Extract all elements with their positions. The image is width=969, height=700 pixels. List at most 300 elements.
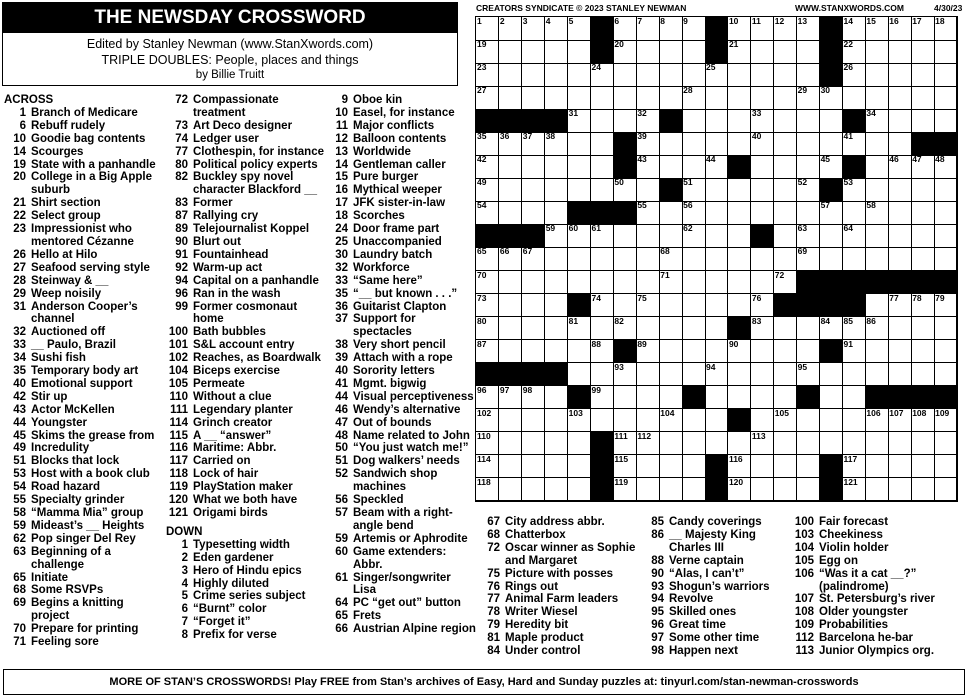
grid-cell[interactable]	[636, 317, 659, 341]
grid-cell[interactable]	[705, 340, 728, 364]
grid-cell[interactable]	[568, 455, 591, 479]
grid-cell[interactable]	[499, 247, 522, 271]
grid-cell[interactable]	[842, 40, 865, 64]
grid-cell[interactable]	[705, 109, 728, 133]
grid-cell[interactable]	[751, 201, 774, 225]
grid-cell[interactable]	[636, 63, 659, 87]
grid-cell[interactable]	[613, 363, 636, 387]
grid-cell[interactable]	[865, 317, 888, 341]
grid-cell[interactable]	[888, 455, 911, 479]
grid-cell[interactable]	[636, 109, 659, 133]
grid-cell[interactable]	[682, 17, 705, 41]
grid-cell[interactable]	[797, 40, 820, 64]
grid-cell[interactable]	[499, 409, 522, 433]
grid-cell[interactable]	[728, 247, 751, 271]
grid-cell[interactable]	[545, 247, 568, 271]
grid-cell[interactable]	[842, 17, 865, 41]
grid-cell[interactable]	[774, 155, 797, 179]
grid-cell[interactable]	[865, 432, 888, 456]
grid-cell[interactable]	[591, 294, 614, 318]
grid-cell[interactable]	[842, 317, 865, 341]
grid-cell[interactable]	[476, 294, 499, 318]
grid-cell[interactable]	[705, 247, 728, 271]
grid-cell[interactable]	[751, 40, 774, 64]
grid-cell[interactable]	[911, 178, 934, 202]
grid-cell[interactable]	[591, 109, 614, 133]
grid-cell[interactable]	[911, 294, 934, 318]
grid-cell[interactable]	[568, 63, 591, 87]
grid-cell[interactable]	[591, 155, 614, 179]
grid-cell[interactable]	[499, 432, 522, 456]
grid-cell[interactable]	[682, 86, 705, 110]
grid-cell[interactable]	[568, 155, 591, 179]
grid-cell[interactable]	[682, 178, 705, 202]
grid-cell[interactable]	[545, 86, 568, 110]
grid-cell[interactable]	[545, 132, 568, 156]
grid-cell[interactable]	[865, 86, 888, 110]
grid-cell[interactable]	[476, 178, 499, 202]
grid-cell[interactable]	[820, 109, 843, 133]
grid-cell[interactable]	[476, 155, 499, 179]
grid-cell[interactable]	[636, 247, 659, 271]
grid-cell[interactable]	[934, 40, 957, 64]
grid-cell[interactable]	[591, 86, 614, 110]
grid-cell[interactable]	[682, 132, 705, 156]
grid-cell[interactable]	[820, 155, 843, 179]
grid-cell[interactable]	[934, 340, 957, 364]
grid-cell[interactable]	[476, 40, 499, 64]
grid-cell[interactable]	[911, 86, 934, 110]
grid-cell[interactable]	[682, 247, 705, 271]
grid-cell[interactable]	[522, 86, 545, 110]
grid-cell[interactable]	[865, 455, 888, 479]
grid-cell[interactable]	[636, 224, 659, 248]
grid-cell[interactable]	[934, 294, 957, 318]
grid-cell[interactable]	[797, 247, 820, 271]
grid-cell[interactable]	[751, 340, 774, 364]
grid-cell[interactable]	[797, 455, 820, 479]
grid-cell[interactable]	[728, 17, 751, 41]
grid-cell[interactable]	[522, 432, 545, 456]
grid-cell[interactable]	[705, 271, 728, 295]
grid-cell[interactable]	[774, 17, 797, 41]
grid-cell[interactable]	[751, 17, 774, 41]
grid-cell[interactable]	[682, 455, 705, 479]
grid-cell[interactable]	[522, 40, 545, 64]
grid-cell[interactable]	[568, 317, 591, 341]
grid-cell[interactable]	[842, 178, 865, 202]
grid-cell[interactable]	[728, 63, 751, 87]
grid-cell[interactable]	[774, 247, 797, 271]
grid-cell[interactable]	[751, 132, 774, 156]
grid-cell[interactable]	[568, 17, 591, 41]
grid-cell[interactable]	[613, 432, 636, 456]
grid-cell[interactable]	[682, 224, 705, 248]
grid-cell[interactable]	[613, 40, 636, 64]
grid-cell[interactable]	[568, 340, 591, 364]
grid-cell[interactable]	[659, 155, 682, 179]
grid-cell[interactable]	[774, 271, 797, 295]
grid-cell[interactable]	[613, 271, 636, 295]
grid-cell[interactable]	[476, 432, 499, 456]
grid-cell[interactable]	[591, 247, 614, 271]
grid-cell[interactable]	[545, 178, 568, 202]
grid-cell[interactable]	[659, 386, 682, 410]
grid-cell[interactable]	[636, 294, 659, 318]
grid-cell[interactable]	[659, 478, 682, 502]
grid-cell[interactable]	[591, 132, 614, 156]
grid-cell[interactable]	[591, 363, 614, 387]
grid-cell[interactable]	[499, 317, 522, 341]
grid-cell[interactable]	[774, 178, 797, 202]
grid-cell[interactable]	[682, 409, 705, 433]
grid-cell[interactable]	[842, 478, 865, 502]
grid-cell[interactable]	[659, 409, 682, 433]
grid-cell[interactable]	[682, 340, 705, 364]
grid-cell[interactable]	[728, 224, 751, 248]
grid-cell[interactable]	[591, 409, 614, 433]
grid-cell[interactable]	[522, 132, 545, 156]
grid-cell[interactable]	[682, 63, 705, 87]
grid-cell[interactable]	[476, 132, 499, 156]
grid-cell[interactable]	[476, 201, 499, 225]
grid-cell[interactable]	[728, 386, 751, 410]
grid-cell[interactable]	[865, 201, 888, 225]
grid-cell[interactable]	[751, 294, 774, 318]
grid-cell[interactable]	[682, 109, 705, 133]
grid-cell[interactable]	[522, 247, 545, 271]
grid-cell[interactable]	[865, 224, 888, 248]
grid-cell[interactable]	[568, 178, 591, 202]
grid-cell[interactable]	[522, 478, 545, 502]
grid-cell[interactable]	[613, 178, 636, 202]
grid-cell[interactable]	[842, 455, 865, 479]
grid-cell[interactable]	[568, 224, 591, 248]
grid-cell[interactable]	[591, 63, 614, 87]
grid-cell[interactable]	[659, 201, 682, 225]
grid-cell[interactable]	[591, 178, 614, 202]
grid-cell[interactable]	[705, 86, 728, 110]
grid-cell[interactable]	[888, 224, 911, 248]
grid-cell[interactable]	[682, 155, 705, 179]
grid-cell[interactable]	[613, 317, 636, 341]
grid-cell[interactable]	[820, 386, 843, 410]
grid-cell[interactable]	[842, 363, 865, 387]
grid-cell[interactable]	[820, 201, 843, 225]
grid-cell[interactable]	[636, 201, 659, 225]
grid-cell[interactable]	[774, 386, 797, 410]
grid-cell[interactable]	[636, 17, 659, 41]
grid-cell[interactable]	[911, 363, 934, 387]
grid-cell[interactable]	[545, 455, 568, 479]
grid-cell[interactable]	[545, 386, 568, 410]
grid-cell[interactable]	[728, 178, 751, 202]
grid-cell[interactable]	[934, 455, 957, 479]
grid-cell[interactable]	[499, 155, 522, 179]
grid-cell[interactable]	[659, 294, 682, 318]
grid-cell[interactable]	[728, 294, 751, 318]
grid-cell[interactable]	[568, 409, 591, 433]
grid-cell[interactable]	[522, 340, 545, 364]
grid-cell[interactable]	[888, 317, 911, 341]
grid-cell[interactable]	[911, 317, 934, 341]
grid-cell[interactable]	[820, 432, 843, 456]
grid-cell[interactable]	[476, 340, 499, 364]
grid-cell[interactable]	[911, 409, 934, 433]
grid-cell[interactable]	[636, 478, 659, 502]
grid-cell[interactable]	[865, 247, 888, 271]
grid-cell[interactable]	[545, 155, 568, 179]
grid-cell[interactable]	[636, 455, 659, 479]
grid-cell[interactable]	[682, 294, 705, 318]
grid-cell[interactable]	[728, 40, 751, 64]
grid-cell[interactable]	[728, 201, 751, 225]
grid-cell[interactable]	[499, 294, 522, 318]
grid-cell[interactable]	[705, 317, 728, 341]
grid-cell[interactable]	[774, 40, 797, 64]
grid-cell[interactable]	[499, 340, 522, 364]
grid-cell[interactable]	[499, 178, 522, 202]
grid-cell[interactable]	[774, 224, 797, 248]
grid-cell[interactable]	[842, 224, 865, 248]
grid-cell[interactable]	[934, 247, 957, 271]
grid-cell[interactable]	[797, 432, 820, 456]
grid-cell[interactable]	[911, 63, 934, 87]
grid-cell[interactable]	[728, 340, 751, 364]
grid-cell[interactable]	[568, 363, 591, 387]
grid-cell[interactable]	[751, 386, 774, 410]
grid-cell[interactable]	[591, 317, 614, 341]
grid-cell[interactable]	[797, 155, 820, 179]
grid-cell[interactable]	[682, 363, 705, 387]
grid-cell[interactable]	[865, 178, 888, 202]
grid-cell[interactable]	[911, 478, 934, 502]
grid-cell[interactable]	[568, 86, 591, 110]
grid-cell[interactable]	[911, 432, 934, 456]
grid-cell[interactable]	[659, 17, 682, 41]
grid-cell[interactable]	[522, 294, 545, 318]
grid-cell[interactable]	[705, 132, 728, 156]
grid-cell[interactable]	[934, 17, 957, 41]
grid-cell[interactable]	[888, 17, 911, 41]
grid-cell[interactable]	[591, 271, 614, 295]
grid-cell[interactable]	[499, 40, 522, 64]
grid-cell[interactable]	[888, 40, 911, 64]
grid-cell[interactable]	[522, 63, 545, 87]
grid-cell[interactable]	[659, 432, 682, 456]
grid-cell[interactable]	[774, 340, 797, 364]
grid-cell[interactable]	[659, 271, 682, 295]
grid-cell[interactable]	[682, 478, 705, 502]
grid-cell[interactable]	[728, 109, 751, 133]
grid-cell[interactable]	[705, 432, 728, 456]
grid-cell[interactable]	[591, 386, 614, 410]
grid-cell[interactable]	[636, 271, 659, 295]
grid-cell[interactable]	[911, 17, 934, 41]
grid-cell[interactable]	[934, 363, 957, 387]
grid-cell[interactable]	[728, 86, 751, 110]
grid-cell[interactable]	[751, 271, 774, 295]
grid-cell[interactable]	[613, 86, 636, 110]
grid-cell[interactable]	[774, 132, 797, 156]
grid-cell[interactable]	[888, 478, 911, 502]
grid-cell[interactable]	[568, 271, 591, 295]
grid-cell[interactable]	[797, 201, 820, 225]
grid-cell[interactable]	[728, 363, 751, 387]
grid-cell[interactable]	[545, 317, 568, 341]
grid-cell[interactable]	[774, 317, 797, 341]
grid-cell[interactable]	[499, 132, 522, 156]
grid-cell[interactable]	[522, 155, 545, 179]
grid-cell[interactable]	[568, 109, 591, 133]
grid-cell[interactable]	[705, 178, 728, 202]
grid-cell[interactable]	[797, 478, 820, 502]
grid-cell[interactable]	[728, 478, 751, 502]
grid-cell[interactable]	[842, 63, 865, 87]
grid-cell[interactable]	[797, 109, 820, 133]
grid-cell[interactable]	[797, 132, 820, 156]
grid-cell[interactable]	[476, 86, 499, 110]
grid-cell[interactable]	[888, 201, 911, 225]
grid-cell[interactable]	[751, 178, 774, 202]
grid-cell[interactable]	[705, 224, 728, 248]
grid-cell[interactable]	[888, 247, 911, 271]
grid-cell[interactable]	[705, 201, 728, 225]
grid-cell[interactable]	[705, 409, 728, 433]
grid-cell[interactable]	[888, 178, 911, 202]
grid-cell[interactable]	[865, 478, 888, 502]
grid-cell[interactable]	[820, 224, 843, 248]
grid-cell[interactable]	[636, 86, 659, 110]
grid-cell[interactable]	[751, 455, 774, 479]
grid-cell[interactable]	[865, 132, 888, 156]
grid-cell[interactable]	[568, 132, 591, 156]
grid-cell[interactable]	[659, 317, 682, 341]
grid-cell[interactable]	[751, 155, 774, 179]
grid-cell[interactable]	[911, 340, 934, 364]
grid-cell[interactable]	[659, 363, 682, 387]
grid-cell[interactable]	[934, 155, 957, 179]
grid-cell[interactable]	[522, 17, 545, 41]
grid-cell[interactable]	[842, 409, 865, 433]
grid-cell[interactable]	[705, 386, 728, 410]
grid-cell[interactable]	[705, 155, 728, 179]
grid-cell[interactable]	[636, 386, 659, 410]
grid-cell[interactable]	[476, 271, 499, 295]
grid-cell[interactable]	[934, 109, 957, 133]
grid-cell[interactable]	[636, 432, 659, 456]
grid-cell[interactable]	[751, 317, 774, 341]
grid-cell[interactable]	[499, 386, 522, 410]
grid-cell[interactable]	[842, 432, 865, 456]
grid-cell[interactable]	[522, 271, 545, 295]
grid-cell[interactable]	[934, 432, 957, 456]
grid-cell[interactable]	[568, 478, 591, 502]
grid-cell[interactable]	[934, 409, 957, 433]
grid-cell[interactable]	[820, 409, 843, 433]
grid-cell[interactable]	[476, 386, 499, 410]
grid-cell[interactable]	[728, 132, 751, 156]
grid-cell[interactable]	[774, 432, 797, 456]
grid-cell[interactable]	[522, 178, 545, 202]
grid-cell[interactable]	[499, 455, 522, 479]
grid-cell[interactable]	[911, 109, 934, 133]
grid-cell[interactable]	[568, 247, 591, 271]
grid-cell[interactable]	[751, 247, 774, 271]
grid-cell[interactable]	[774, 109, 797, 133]
grid-cell[interactable]	[613, 478, 636, 502]
grid-cell[interactable]	[774, 86, 797, 110]
grid-cell[interactable]	[476, 455, 499, 479]
grid-cell[interactable]	[636, 178, 659, 202]
grid-cell[interactable]	[613, 386, 636, 410]
grid-cell[interactable]	[728, 455, 751, 479]
grid-cell[interactable]	[797, 178, 820, 202]
grid-cell[interactable]	[522, 201, 545, 225]
grid-cell[interactable]	[751, 109, 774, 133]
grid-cell[interactable]	[797, 63, 820, 87]
grid-cell[interactable]	[865, 294, 888, 318]
grid-cell[interactable]	[636, 132, 659, 156]
grid-cell[interactable]	[934, 317, 957, 341]
grid-cell[interactable]	[659, 224, 682, 248]
grid-cell[interactable]	[865, 363, 888, 387]
grid-cell[interactable]	[613, 294, 636, 318]
grid-cell[interactable]	[499, 86, 522, 110]
grid-cell[interactable]	[728, 432, 751, 456]
grid-cell[interactable]	[797, 224, 820, 248]
grid-cell[interactable]	[934, 86, 957, 110]
grid-cell[interactable]	[820, 86, 843, 110]
grid-cell[interactable]	[865, 109, 888, 133]
grid-cell[interactable]	[499, 478, 522, 502]
grid-cell[interactable]	[774, 409, 797, 433]
grid-cell[interactable]	[888, 432, 911, 456]
grid-cell[interactable]	[934, 178, 957, 202]
grid-cell[interactable]	[545, 409, 568, 433]
grid-cell[interactable]	[636, 340, 659, 364]
grid-cell[interactable]	[545, 271, 568, 295]
grid-cell[interactable]	[522, 386, 545, 410]
grid-cell[interactable]	[842, 201, 865, 225]
grid-cell[interactable]	[613, 409, 636, 433]
grid-cell[interactable]	[865, 17, 888, 41]
grid-cell[interactable]	[545, 201, 568, 225]
grid-cell[interactable]	[751, 363, 774, 387]
grid-cell[interactable]	[682, 271, 705, 295]
grid-cell[interactable]	[545, 63, 568, 87]
grid-cell[interactable]	[751, 478, 774, 502]
grid-cell[interactable]	[636, 363, 659, 387]
grid-cell[interactable]	[522, 409, 545, 433]
grid-cell[interactable]	[774, 201, 797, 225]
grid-cell[interactable]	[568, 40, 591, 64]
grid-cell[interactable]	[613, 247, 636, 271]
grid-cell[interactable]	[865, 409, 888, 433]
grid-cell[interactable]	[888, 63, 911, 87]
grid-cell[interactable]	[820, 317, 843, 341]
grid-cell[interactable]	[659, 86, 682, 110]
grid-cell[interactable]	[476, 17, 499, 41]
grid-cell[interactable]	[522, 455, 545, 479]
grid-cell[interactable]	[613, 224, 636, 248]
grid-cell[interactable]	[499, 271, 522, 295]
grid-cell[interactable]	[751, 432, 774, 456]
grid-cell[interactable]	[888, 363, 911, 387]
grid-cell[interactable]	[888, 109, 911, 133]
grid-cell[interactable]	[751, 86, 774, 110]
grid-cell[interactable]	[476, 409, 499, 433]
